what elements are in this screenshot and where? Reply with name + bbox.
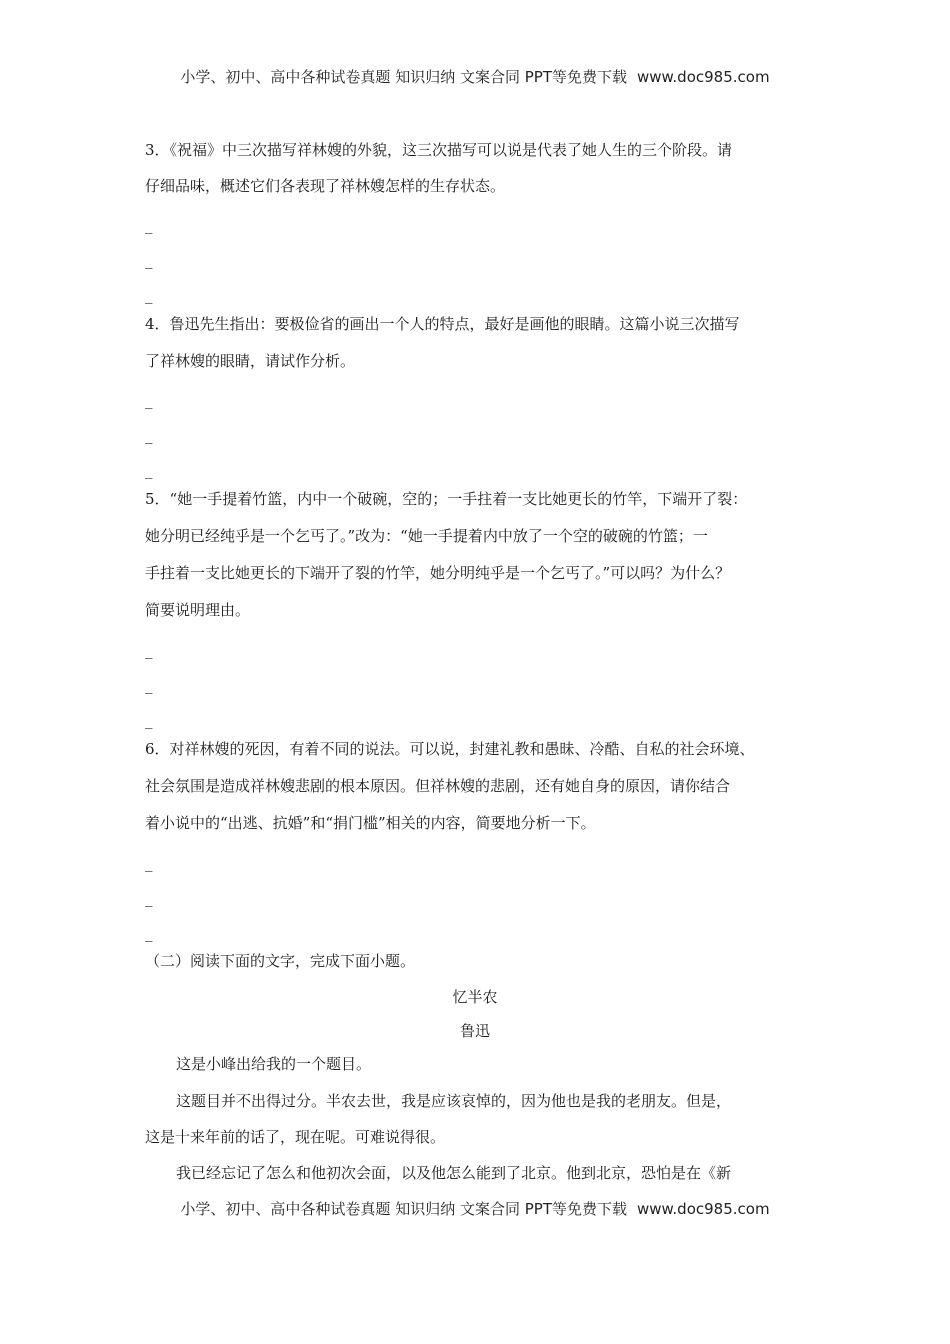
answer-blank: _ [145, 391, 153, 409]
answer-blank: _ [145, 889, 153, 907]
question-4-line-2: 了祥林嫂的眼睛，请试作分析。 [145, 352, 356, 370]
question-4-line-1: 4．鲁迅先生指出：要极俭省的画出一个人的特点，最好是画他的眼睛。这篇小说三次描写 [145, 315, 740, 333]
header-text: 小学、初中、高中各种试卷真题 知识归纳 文案合同 PPT等免费下载 [180, 68, 627, 86]
question-5-line-4: 简要说明理由。 [145, 601, 251, 619]
article-paragraph-2-line-2: 这是十来年前的话了，现在呢。可难说得很。 [145, 1128, 446, 1146]
question-3-line-2: 仔细品味，概述它们各表现了祥林嫂怎样的生存状态。 [145, 177, 506, 195]
answer-blank: _ [145, 216, 153, 234]
article-author: 鲁迅 [459, 1022, 490, 1040]
article-paragraph-2-line-1: 这题目并不出得过分。半农去世，我是应该哀悼的，因为他也是我的老朋友。但是， [176, 1092, 732, 1110]
answer-blank: _ [145, 924, 153, 942]
section-2-intro: （二）阅读下面的文字，完成下面小题。 [145, 952, 416, 970]
question-5-line-1: 5．“她一手提着竹篮，内中一个破碗，空的；一手拄着一支比她更长的竹竿，下端开了裂： [145, 490, 748, 508]
footer-url[interactable]: www.doc985.com [636, 1200, 770, 1218]
question-6-line-3: 着小说中的“出逃、抗婚”和“捐门槛”相关的内容，简要地分析一下。 [145, 814, 596, 832]
answer-blank: _ [145, 854, 153, 872]
page-footer [0, 1198, 950, 1219]
page-header [0, 66, 950, 87]
answer-blank: _ [145, 286, 153, 304]
article-paragraph-3-line-1: 我已经忘记了怎么和他初次会面，以及他怎么能到了北京。他到北京，恐怕是在《新 [176, 1164, 732, 1182]
answer-blank: _ [145, 641, 153, 659]
article-title: 忆半农 [452, 988, 498, 1006]
answer-blank: _ [145, 251, 153, 269]
article-paragraph-1: 这是小峰出给我的一个题目。 [176, 1055, 372, 1073]
question-6-line-2: 社会氛围是造成祥林嫂悲剧的根本原因。但祥林嫂的悲剧，还有她自身的原因，请你结合 [145, 777, 731, 795]
question-5-line-3: 手拄着一支比她更长的下端开了裂的竹竿，她分明纯乎是一个乞丐了。”可以吗？为什么？ [145, 564, 731, 582]
answer-blank: _ [145, 461, 153, 479]
header-url[interactable]: www.doc985.com [636, 68, 770, 86]
answer-blank: _ [145, 426, 153, 444]
question-6-line-1: 6．对祥林嫂的死因，有着不同的说法。可以说，封建礼教和愚昧、冷酷、自私的社会环境、 [145, 740, 755, 758]
footer-text: 小学、初中、高中各种试卷真题 知识归纳 文案合同 PPT等免费下载 [180, 1200, 627, 1218]
answer-blank: _ [145, 711, 153, 729]
answer-blank: _ [145, 676, 153, 694]
question-5-line-2: 她分明已经纯乎是一个乞丐了。”改为：“她一手提着内中放了一个空的破碗的竹篮；一 [145, 527, 708, 545]
question-3-line-1: 3．《祝福》中三次描写祥林嫂的外貌，这三次描写可以说是代表了她人生的三个阶段。请 [145, 141, 733, 159]
